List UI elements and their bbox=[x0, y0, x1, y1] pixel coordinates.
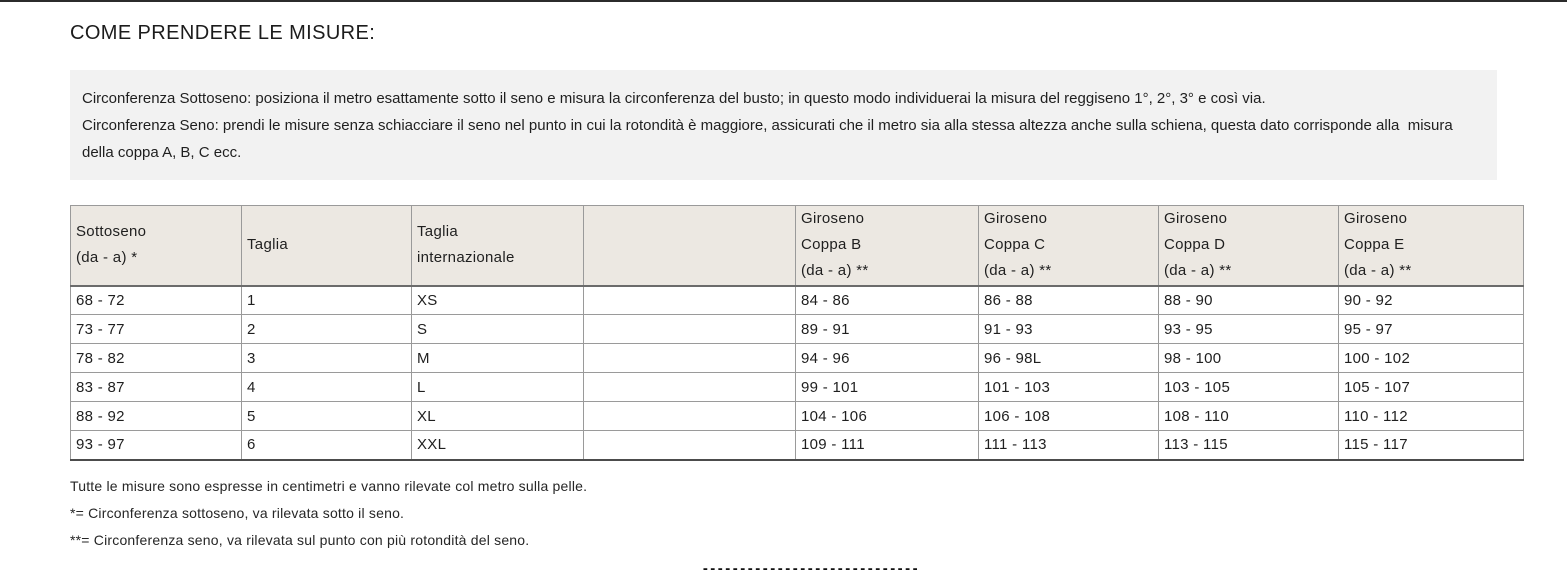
table-cell: 98 - 100 bbox=[1159, 344, 1339, 373]
table-cell: S bbox=[412, 315, 584, 344]
table-cell: XXL bbox=[412, 431, 584, 460]
table-cell: 111 - 113 bbox=[979, 431, 1159, 460]
table-cell: 5 bbox=[242, 402, 412, 431]
header-line: Giroseno bbox=[1344, 210, 1408, 228]
table-cell: 6 bbox=[242, 431, 412, 460]
header-line: (da - a) ** bbox=[984, 262, 1052, 280]
table-cell: XS bbox=[412, 286, 584, 315]
measure-instructions-box bbox=[70, 70, 1497, 180]
table-cell bbox=[584, 344, 796, 373]
table-cell: 88 - 90 bbox=[1159, 286, 1339, 315]
footnote-sottoseno: *= Circonferenza sottoseno, va rilevata sotto il seno. bbox=[70, 504, 405, 521]
table-cell: 100 - 102 bbox=[1339, 344, 1524, 373]
header-taglia bbox=[242, 206, 412, 286]
header-line: (da - a) ** bbox=[801, 262, 869, 280]
size-table-header-row bbox=[71, 206, 1524, 286]
table-cell: 104 - 106 bbox=[796, 402, 979, 431]
table-cell: 1 bbox=[242, 286, 412, 315]
header-line: Taglia bbox=[247, 236, 288, 254]
header-line: Coppa D bbox=[1164, 236, 1226, 254]
table-cell bbox=[584, 402, 796, 431]
instruction-seno: Circonferenza Seno: prendi le misure senza schiacciare il seno nel punto in cui la rotondità è maggiore, assicurati che il metro sia alla stessa altezza anche sulla schiena, questa dato corrisponde alla misura della coppa A, B, C ecc. bbox=[82, 117, 1457, 161]
size-table bbox=[70, 205, 1524, 461]
table-cell: 106 - 108 bbox=[979, 402, 1159, 431]
instruction-sottoseno: Circonferenza Sottoseno: posiziona il metro esattamente sotto il seno e misura la circonferenza del busto; in questo modo individuerai la misura del reggiseno 1°, 2°, 3° e così via. bbox=[82, 90, 1266, 107]
page-title: COME PRENDERE LE MISURE: bbox=[70, 22, 376, 44]
table-row bbox=[71, 286, 1524, 315]
header-giroseno-coppa-d bbox=[1159, 206, 1339, 286]
dashed-divider: ----------------------------- bbox=[702, 559, 921, 577]
table-cell: 93 - 95 bbox=[1159, 315, 1339, 344]
header-line: Sottoseno bbox=[76, 223, 147, 241]
table-row bbox=[71, 431, 1524, 460]
header-line: (da - a) ** bbox=[1164, 262, 1232, 280]
table-cell: 108 - 110 bbox=[1159, 402, 1339, 431]
table-cell: 103 - 105 bbox=[1159, 373, 1339, 402]
header-line: Giroseno bbox=[1164, 210, 1228, 228]
table-cell bbox=[584, 286, 796, 315]
header-line: Giroseno bbox=[801, 210, 865, 228]
table-cell: 109 - 111 bbox=[796, 431, 979, 460]
table-cell: 68 - 72 bbox=[71, 286, 242, 315]
table-cell: 2 bbox=[242, 315, 412, 344]
table-cell: XL bbox=[412, 402, 584, 431]
table-row bbox=[71, 315, 1524, 344]
size-guide-page bbox=[0, 22, 1567, 578]
table-cell: L bbox=[412, 373, 584, 402]
table-cell: 86 - 88 bbox=[979, 286, 1159, 315]
table-row bbox=[71, 344, 1524, 373]
table-cell: 3 bbox=[242, 344, 412, 373]
table-cell: 89 - 91 bbox=[796, 315, 979, 344]
table-cell: 93 - 97 bbox=[71, 431, 242, 460]
table-cell: 78 - 82 bbox=[71, 344, 242, 373]
header-empty bbox=[584, 206, 796, 286]
table-row bbox=[71, 373, 1524, 402]
header-giroseno-coppa-e bbox=[1339, 206, 1524, 286]
table-cell: 113 - 115 bbox=[1159, 431, 1339, 460]
bottom-divider-wrap bbox=[70, 560, 1523, 578]
table-cell: 115 - 117 bbox=[1339, 431, 1524, 460]
header-sottoseno bbox=[71, 206, 242, 286]
header-taglia-internazionale bbox=[412, 206, 584, 286]
table-cell: 84 - 86 bbox=[796, 286, 979, 315]
table-cell: M bbox=[412, 344, 584, 373]
table-row bbox=[71, 402, 1524, 431]
table-cell: 110 - 112 bbox=[1339, 402, 1524, 431]
header-line: Taglia bbox=[417, 223, 458, 241]
table-cell bbox=[584, 431, 796, 460]
table-cell: 101 - 103 bbox=[979, 373, 1159, 402]
table-cell: 99 - 101 bbox=[796, 373, 979, 402]
header-line: Coppa E bbox=[1344, 236, 1405, 254]
header-line: (da - a) ** bbox=[1344, 262, 1412, 280]
footnote-units: Tutte le misure sono espresse in centimetri e vanno rilevate col metro sulla pelle. bbox=[70, 477, 588, 494]
header-line: Giroseno bbox=[984, 210, 1048, 228]
table-cell bbox=[584, 315, 796, 344]
header-line: (da - a) * bbox=[76, 249, 138, 267]
table-cell: 83 - 87 bbox=[71, 373, 242, 402]
table-cell: 88 - 92 bbox=[71, 402, 242, 431]
top-divider-rule bbox=[0, 0, 1567, 2]
footnote-seno: **= Circonferenza seno, va rilevata sul punto con più rotondità del seno. bbox=[70, 531, 530, 548]
table-cell: 94 - 96 bbox=[796, 344, 979, 373]
table-cell: 105 - 107 bbox=[1339, 373, 1524, 402]
header-giroseno-coppa-c bbox=[979, 206, 1159, 286]
table-cell bbox=[584, 373, 796, 402]
header-line: Coppa C bbox=[984, 236, 1046, 254]
table-cell: 91 - 93 bbox=[979, 315, 1159, 344]
table-cell: 96 - 98L bbox=[979, 344, 1159, 373]
header-line: Coppa B bbox=[801, 236, 862, 254]
table-cell: 73 - 77 bbox=[71, 315, 242, 344]
table-cell: 90 - 92 bbox=[1339, 286, 1524, 315]
table-cell: 4 bbox=[242, 373, 412, 402]
header-giroseno-coppa-b bbox=[796, 206, 979, 286]
table-cell: 95 - 97 bbox=[1339, 315, 1524, 344]
header-line: internazionale bbox=[417, 249, 515, 267]
